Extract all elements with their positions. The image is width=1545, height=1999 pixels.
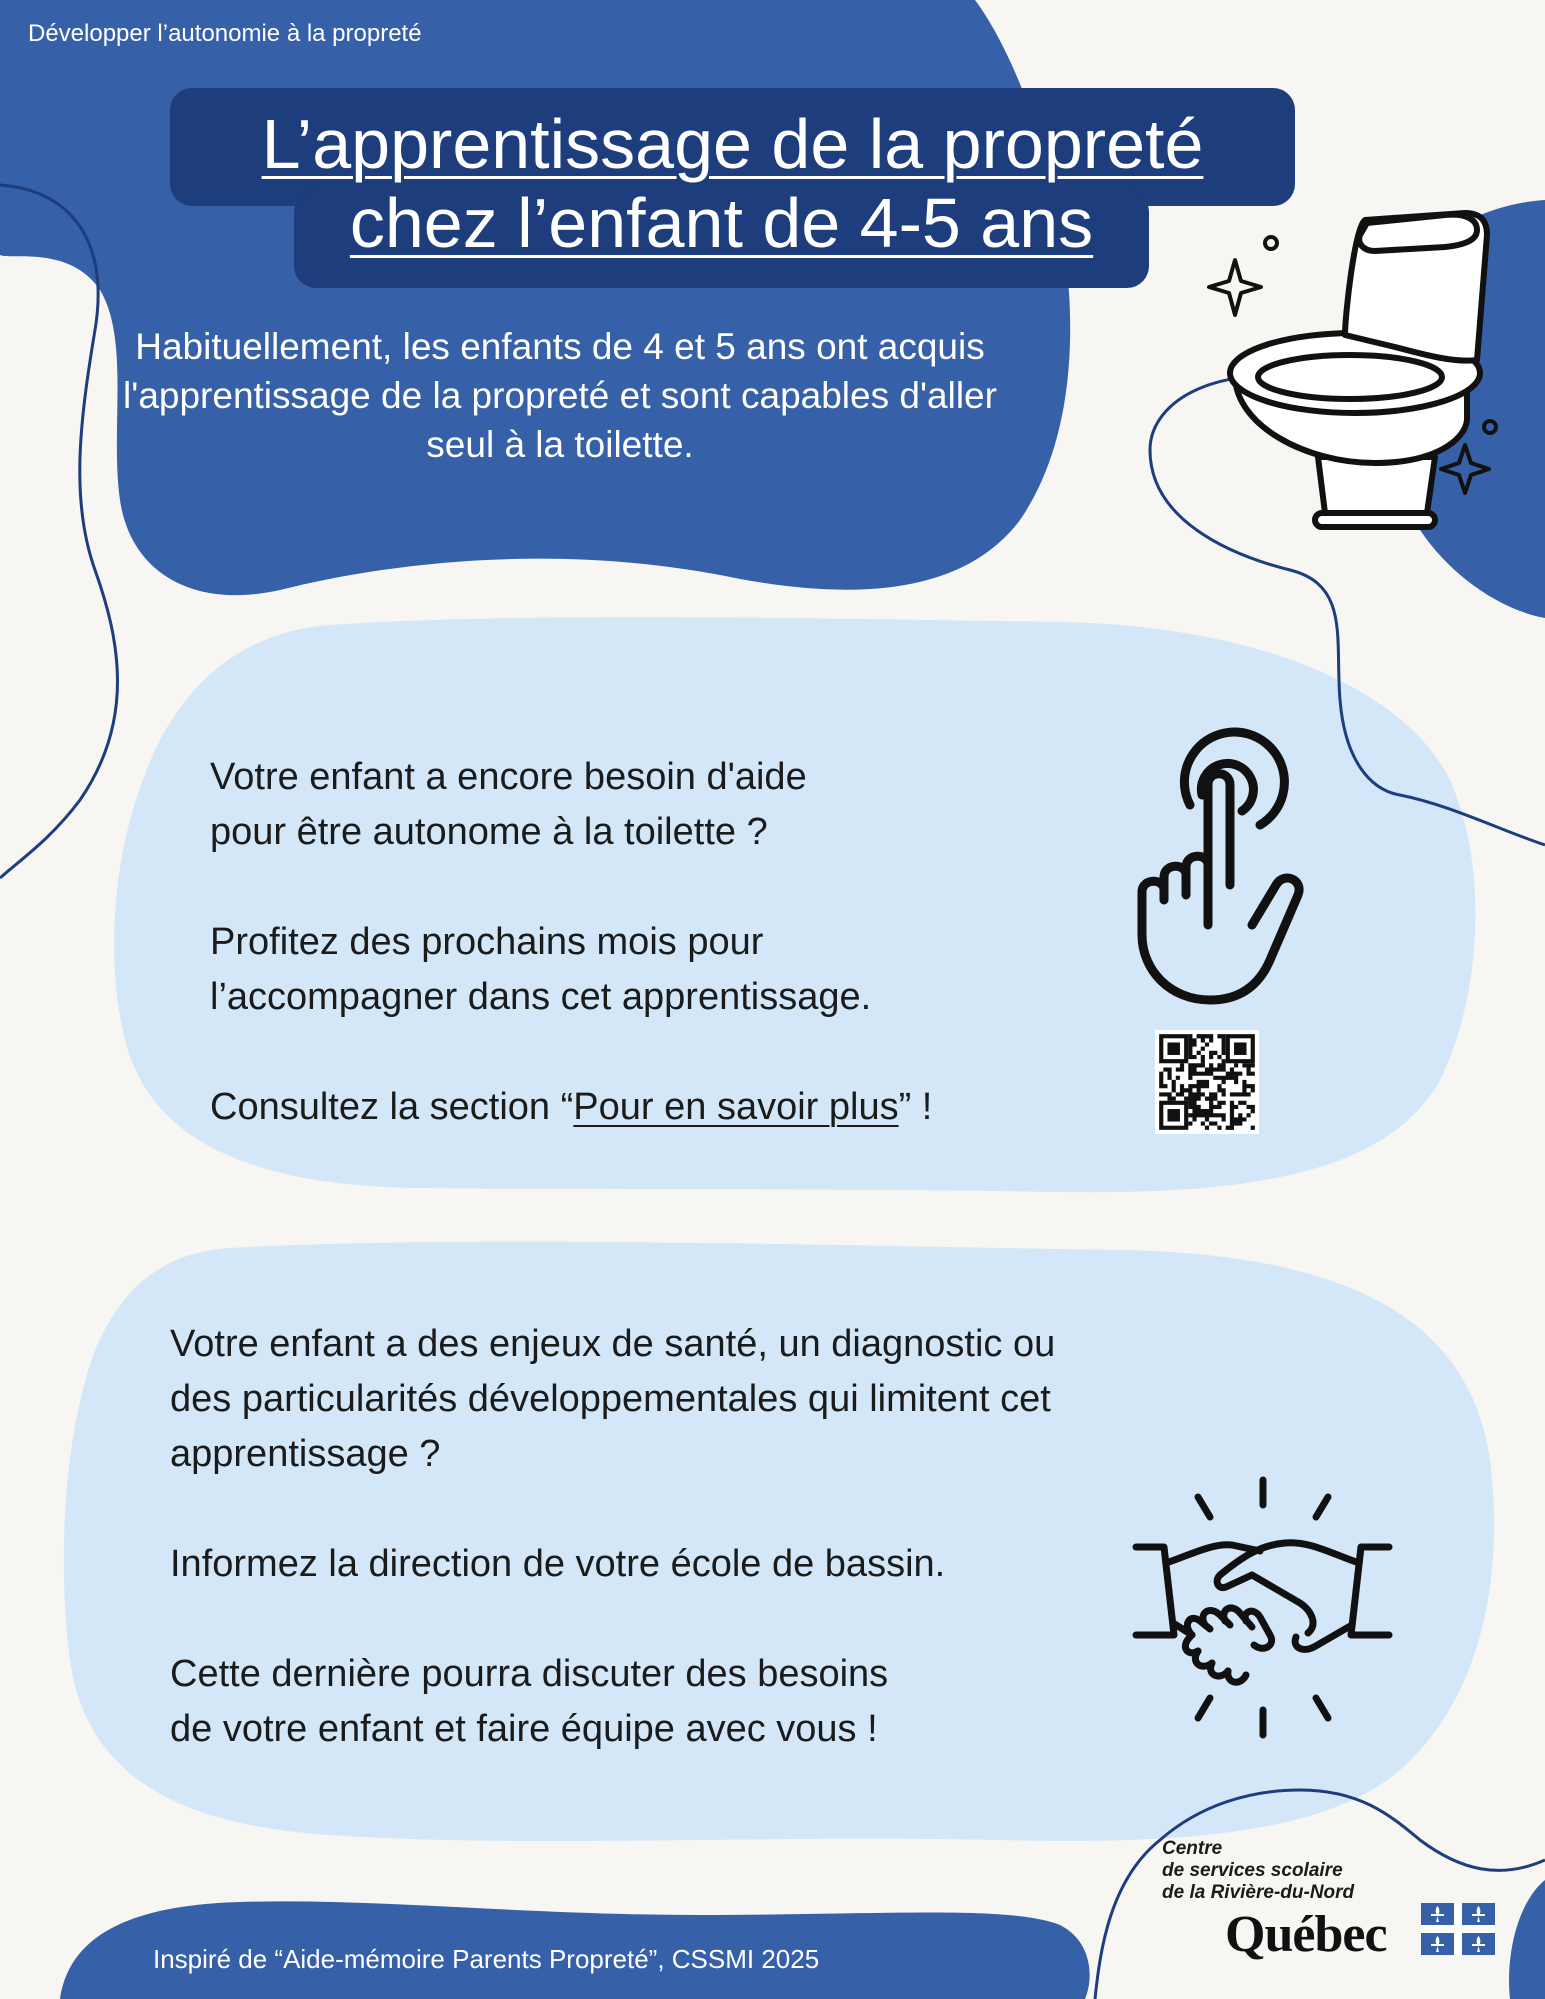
page-title-line-1: L’apprentissage de la propreté <box>261 105 1204 183</box>
section-1-suffix: ” ! <box>898 1086 933 1128</box>
bottom-right-blue-blob <box>1509 1880 1545 1999</box>
quebec-wordmark: Québec <box>1225 1906 1387 1963</box>
toilet-icon <box>1195 195 1535 535</box>
logo-line-3: de la Rivière-du-Nord <box>1162 1882 1355 1903</box>
cssrdn-logo-text <box>1162 1838 1354 1904</box>
page-title-line-2: chez l’enfant de 4-5 ans <box>349 184 1094 262</box>
tap-hand-icon <box>1130 725 1305 1010</box>
header-subtitle: Développer l’autonomie à la propreté <box>28 20 422 47</box>
section-2-paragraph-2: Informez la direction de votre école de bassin. <box>170 1543 946 1585</box>
section-2-paragraph-1: Votre enfant a des enjeux de santé, un diagnostic ou des particularités développementales qui limitent cet apprentissage ? <box>170 1323 1056 1475</box>
logo-line-1: Centre <box>1162 1838 1223 1859</box>
learn-more-link[interactable]: Pour en savoir plus <box>573 1086 899 1128</box>
section-1-paragraph-1: Votre enfant a encore besoin d'aide pour être autonome à la toilette ? <box>210 756 807 853</box>
section-2 <box>170 1317 1280 1812</box>
handshake-icon <box>1130 1475 1395 1740</box>
footer-credit: Inspiré de “Aide-mémoire Parents Propreté”, CSSMI 2025 <box>153 1944 820 1974</box>
section-2-paragraph-3: Cette dernière pourra discuter des besoins de votre enfant et faire équipe avec vous ! <box>170 1653 889 1750</box>
section-1-paragraph-3 <box>210 1080 1090 1135</box>
section-1-paragraph-2: Profitez des prochains mois pour l’accompagner dans cet apprentissage. <box>210 921 872 1018</box>
intro-text: Habituellement, les enfants de 4 et 5 ans ont acquis l'apprentissage de la propreté et sont capables d'aller seul à la toilette. <box>123 326 997 465</box>
section-1-prefix: Consultez la section “ <box>210 1086 574 1128</box>
section-1 <box>210 750 1090 1190</box>
logo-line-2: de services scolaire <box>1162 1860 1343 1881</box>
qr-code[interactable] <box>1155 1030 1259 1134</box>
quebec-flag-icon <box>1421 1903 1495 1955</box>
